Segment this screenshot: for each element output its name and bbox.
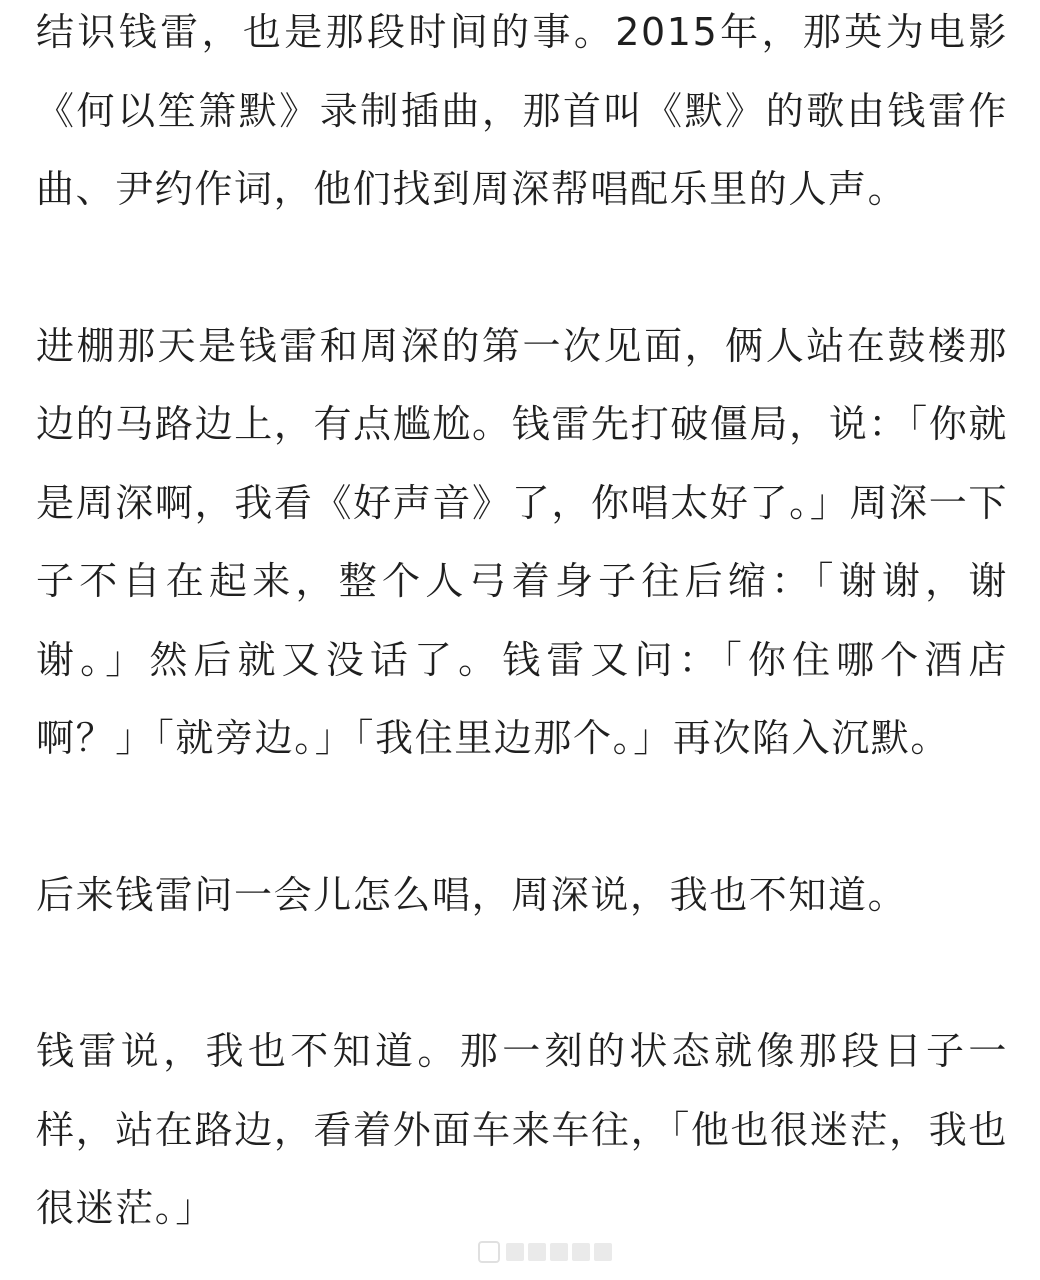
paragraph-4: 钱雷说，我也不知道。那一刻的状态就像那段日子一样，站在路边，看着外面车来车往，「他也很迷茫，我也很迷茫。」 [36,1029,1008,1230]
paragraph-2: 进棚那天是钱雷和周深的第一次见面，俩人站在鼓楼那边的马路边上，有点尴尬。钱雷先打破僵局，说：「你就是周深啊，我看《好声音》了，你唱太好了。」周深一下子不自在起来，整个人弓着身子往后缩：「谢谢，谢谢。」然后就又没话了。钱雷又问：「你住哪个酒店啊？」「就旁边。」「我住里边那个。」再次陷入沉默。 [36,323,1008,760]
paragraph-3: 后来钱雷问一会儿怎么唱，周深说，我也不知道。 [36,872,908,917]
watermark-blur [506,1243,612,1261]
paragraph-1: 结识钱雷，也是那段时间的事。2015年，那英为电影《何以笙箫默》录制插曲，那首叫《默》的歌由钱雷作曲、尹约作词，他们找到周深帮唱配乐里的人声。 [36,10,1008,211]
image-watermark-icon [478,1241,500,1263]
article-body [36,0,1008,1248]
image-watermark [478,1241,612,1263]
